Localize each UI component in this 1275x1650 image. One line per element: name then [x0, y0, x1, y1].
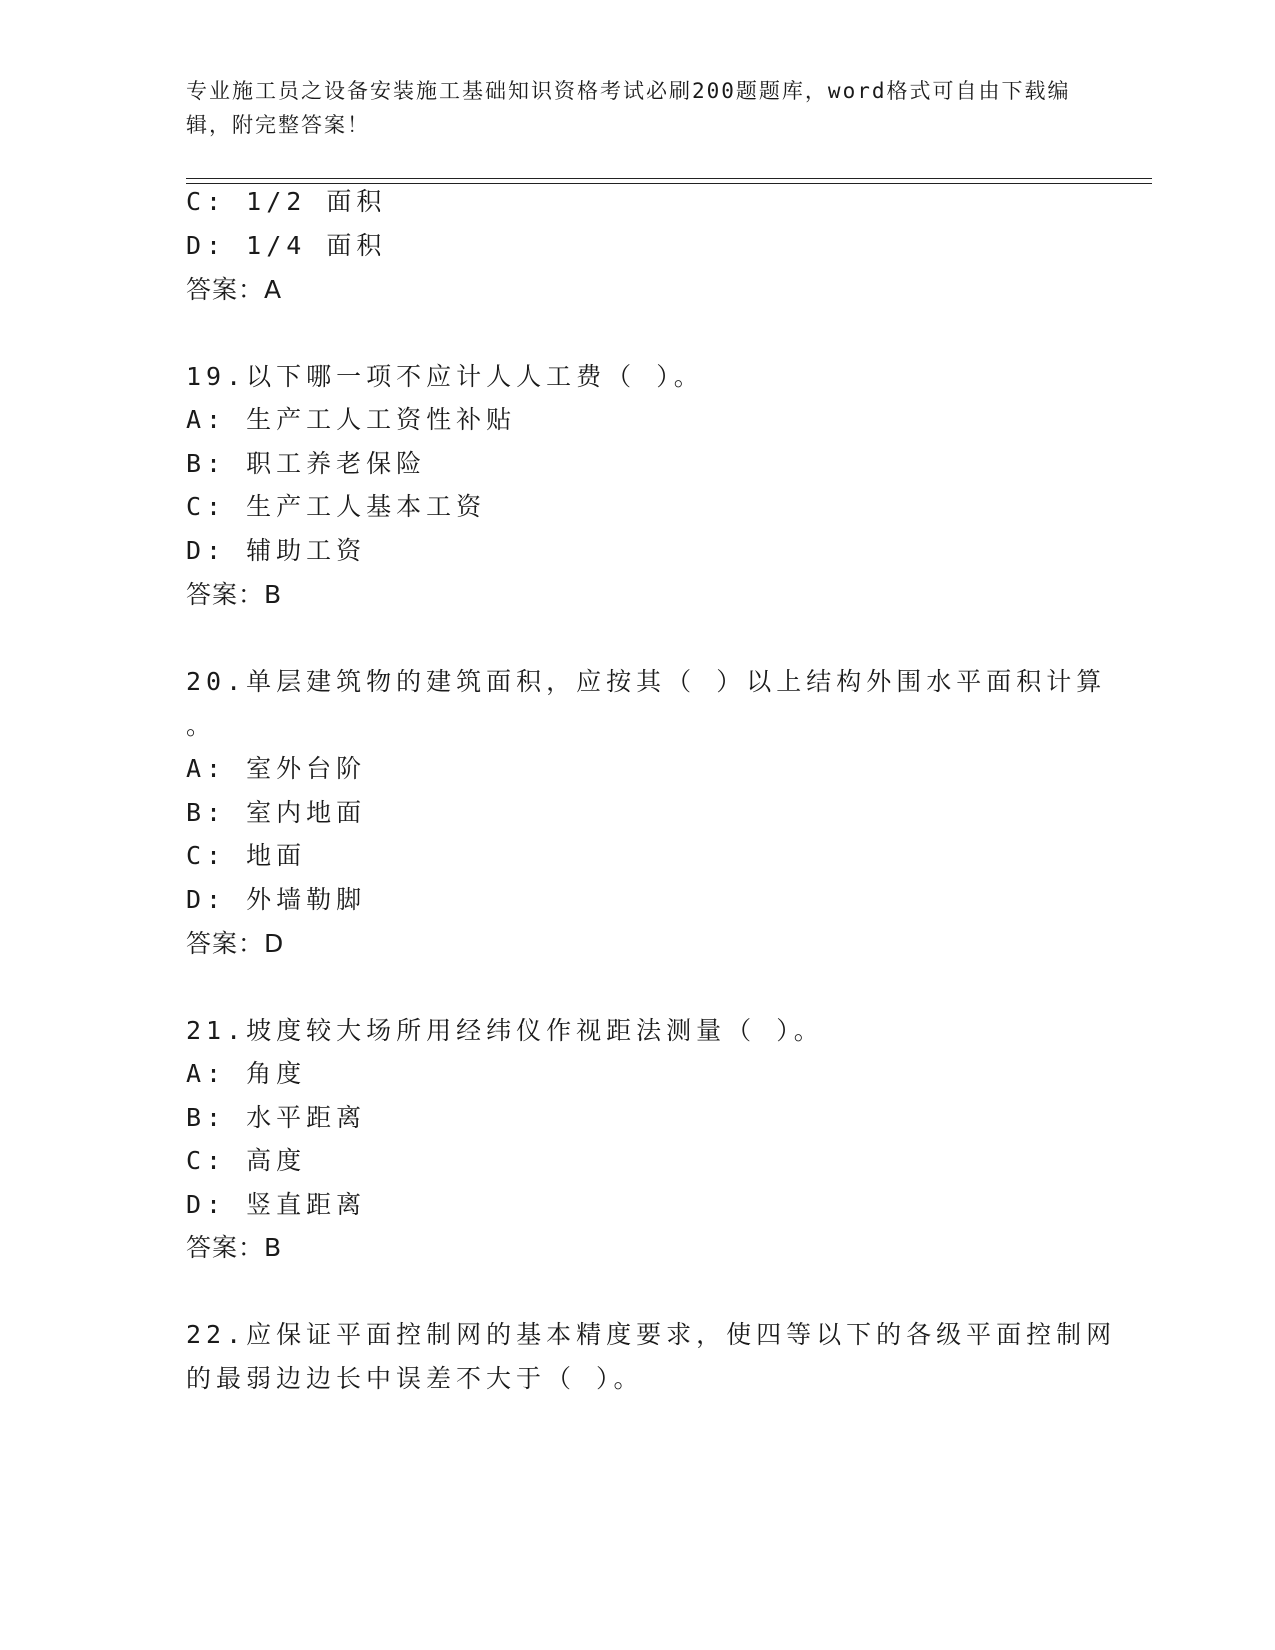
q19-option-d: D: 辅助工资 — [186, 536, 367, 565]
q20-option-d: D: 外墙勒脚 — [186, 885, 367, 914]
q22-question-line1: 22.应保证平面控制网的基本精度要求，使四等以下的各级平面控制网 — [186, 1320, 1117, 1349]
q20-option-a: A: 室外台阶 — [186, 754, 367, 783]
prev-answer: 答案：A — [186, 275, 283, 304]
q20-answer: 答案：D — [186, 929, 285, 958]
q20-question-line2: 。 — [186, 711, 217, 740]
q19-option-b: B: 职工养老保险 — [186, 449, 427, 478]
q19-question: 19.以下哪一项不应计人人工费（ ）。 — [186, 362, 704, 391]
header-divider-top — [186, 178, 1152, 179]
q20-option-c: C: 地面 — [186, 841, 307, 870]
q19-option-a: A: 生产工人工资性补贴 — [186, 405, 517, 434]
q19-answer: 答案：B — [186, 580, 283, 609]
prev-option-d: D: 1/4 面积 — [186, 231, 387, 260]
q21-option-c: C: 高度 — [186, 1146, 307, 1175]
header-divider-bottom — [186, 183, 1152, 184]
q21-option-b: B: 水平距离 — [186, 1103, 367, 1132]
q21-question: 21.坡度较大场所用经纬仪作视距法测量（ ）。 — [186, 1016, 824, 1045]
document-header: 专业施工员之设备安装施工基础知识资格考试必刷200题题库，word格式可自由下载编辑，附完整答案！ — [186, 79, 1071, 137]
q19-option-c: C: 生产工人基本工资 — [186, 492, 487, 521]
q20-question-line1: 20.单层建筑物的建筑面积，应按其（ ）以上结构外围水平面积计算 — [186, 667, 1107, 696]
q20-option-b: B: 室内地面 — [186, 798, 367, 827]
q22-question-line2: 的最弱边边长中误差不大于（ ）。 — [186, 1364, 644, 1393]
q21-option-a: A: 角度 — [186, 1059, 307, 1088]
q21-answer: 答案：B — [186, 1233, 283, 1262]
prev-option-c: C: 1/2 面积 — [186, 187, 387, 216]
q21-option-d: D: 竖直距离 — [186, 1190, 367, 1219]
